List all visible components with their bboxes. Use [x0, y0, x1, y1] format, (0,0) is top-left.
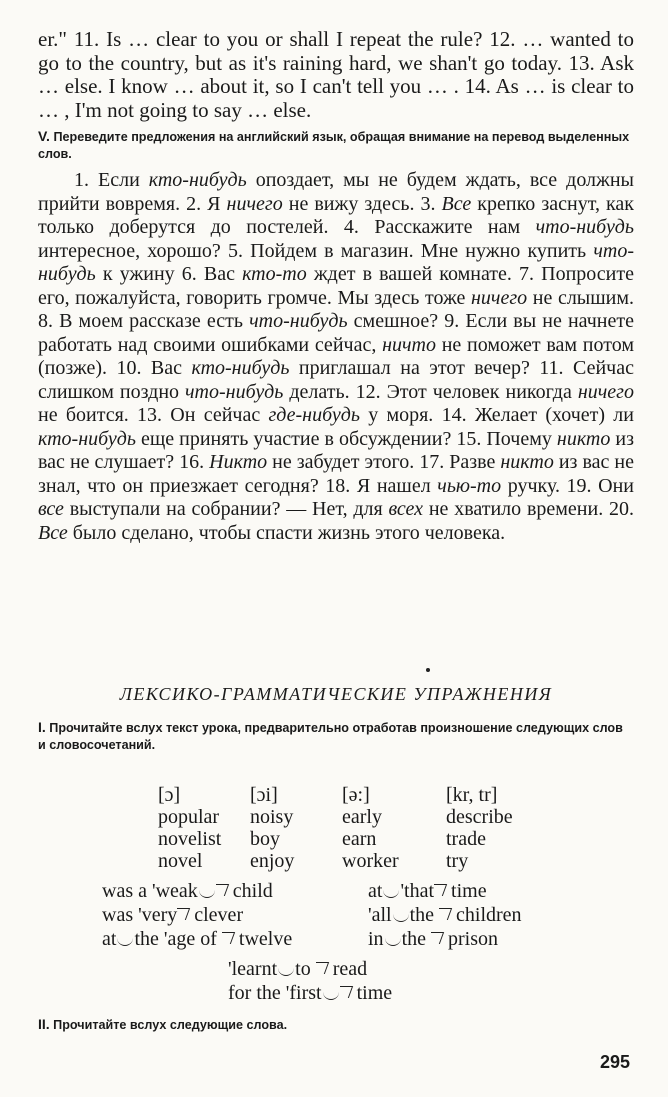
- highlighted-word: что-нибудь: [185, 380, 284, 403]
- task-5-text: [38, 169, 634, 545]
- phonetics-column: [158, 784, 221, 872]
- text-segment: ждет в вашей комнате. 7. Попросите его, пожалуйста, говорить громче. Мы здесь тоже: [38, 263, 634, 309]
- phrase-word: read: [332, 958, 368, 980]
- phrase-word: child: [232, 880, 273, 902]
- text-segment: еще принять участие в обсуждении? 15. Почему: [135, 427, 557, 450]
- highlighted-word: никто: [500, 451, 554, 473]
- falling-tone-mark: [316, 961, 332, 975]
- highlighted-word: ничего: [577, 380, 634, 403]
- section-block: [38, 684, 634, 754]
- highlighted-word: кто-то: [242, 263, 307, 285]
- phrase-word: at: [102, 928, 117, 950]
- linking-mark: [117, 937, 133, 946]
- phonetic-symbol: [ɔi]: [250, 784, 278, 806]
- phrase-word: 'all: [368, 904, 392, 926]
- text-segment: у моря. 14. Желает (хочет) ли: [359, 404, 634, 426]
- task-1-number: I.: [38, 719, 46, 735]
- falling-tone-mark: [434, 883, 450, 897]
- intonation-phrase: [368, 880, 487, 903]
- phonetic-word: novel: [158, 850, 203, 872]
- text-segment: выступали на собрании? — Нет, для: [63, 498, 389, 520]
- task-2-heading-text: Прочитайте вслух следующие слова.: [53, 1018, 288, 1032]
- highlighted-word: что-нибудь: [535, 216, 634, 238]
- phonetic-word: enjoy: [250, 850, 295, 872]
- highlighted-word: что-нибудь: [249, 310, 348, 332]
- phrase-word: twelve: [238, 928, 293, 950]
- text-segment: не слышим. 8. В моем рассказе есть: [38, 286, 634, 332]
- phonetic-symbol: [ɔ]: [158, 784, 181, 806]
- phrase-word: at: [368, 880, 383, 902]
- task-1-heading-text: Прочитайте вслух текст урока, предварительно отработав произношение следующих слов и словосочетаний.: [38, 721, 623, 752]
- phonetics-column: [446, 784, 513, 872]
- phonetic-symbol: [ə:]: [342, 784, 370, 806]
- highlighted-word: где-нибудь: [268, 404, 360, 426]
- text-segment: крепко заснут, как только доберутся до постелей. 4. Расскажите нам: [38, 192, 634, 238]
- highlighted-word: ничего: [471, 286, 528, 309]
- phrase-word: in: [368, 928, 384, 950]
- highlighted-word: Все: [441, 192, 472, 215]
- intonation-phrase: [368, 904, 522, 927]
- phonetics-column: [250, 784, 294, 872]
- phrase-word: 'age of: [163, 928, 222, 950]
- phrase-word: 'very: [138, 904, 178, 926]
- intonation-phrase: [102, 904, 243, 927]
- task-2-heading: [38, 1016, 287, 1034]
- falling-tone-mark: [431, 931, 447, 945]
- phonetic-word: early: [342, 806, 382, 828]
- highlighted-word: всех: [388, 498, 424, 520]
- text-segment: из вас не знал, что он приезжает сегодня? 18. Я нашел: [38, 451, 634, 497]
- phrase-word: the: [409, 904, 440, 926]
- phrase-word: 'first: [285, 982, 322, 1004]
- intonation-phrase: [368, 928, 498, 951]
- highlighted-word: все: [38, 498, 64, 520]
- text-segment: опоздает, мы не будем ждать, все должны прийти вовремя. 2. Я: [38, 169, 634, 215]
- text-segment: интересное, хорошо? 5. Пойдем в магазин. Мне нужно купить: [38, 239, 594, 262]
- highlighted-word: Все: [38, 521, 68, 544]
- highlighted-word: кто-нибудь: [191, 357, 290, 379]
- highlighted-word: Никто: [209, 451, 268, 473]
- task-2-number: II.: [38, 1016, 50, 1032]
- phonetic-word: trade: [446, 828, 486, 850]
- highlighted-word: кто-нибудь: [148, 169, 247, 191]
- phonetic-word: worker: [342, 850, 399, 872]
- linking-mark: [323, 991, 339, 1000]
- highlighted-word: никто: [556, 427, 611, 450]
- intonation-phrase: [102, 880, 273, 903]
- phonetic-word: earn: [342, 828, 377, 850]
- phonetics-column: [342, 784, 399, 872]
- phrase-word: the: [401, 928, 431, 950]
- phrase-word: the: [134, 928, 164, 950]
- phrase-word: 'weak: [151, 880, 198, 902]
- text-segment: ручку. 19. Они: [501, 474, 635, 497]
- phonetic-word: novelist: [158, 828, 222, 850]
- phonetic-word: popular: [158, 806, 220, 828]
- text-segment: 1. Если: [74, 169, 149, 191]
- phrase-word: was a: [102, 880, 152, 902]
- decorative-dot: [426, 668, 430, 672]
- page-number: 295: [599, 1052, 630, 1072]
- text-segment: не поможет вам потом (позже). 10. Вас: [38, 333, 634, 379]
- falling-tone-mark: [177, 907, 193, 921]
- linking-mark: [385, 937, 401, 946]
- phrase-word: 'that: [400, 880, 435, 902]
- section-title: ЛЕКСИКО-ГРАММАТИЧЕСКИЕ УПРАЖНЕНИЯ: [119, 684, 553, 704]
- linking-mark: [393, 913, 409, 922]
- text-segment: приглашал на этот вечер? 11. Сейчас слишком поздно: [38, 357, 634, 403]
- phrase-word: to: [295, 958, 316, 980]
- phrase-word: time: [356, 982, 393, 1004]
- falling-tone-mark: [340, 985, 356, 999]
- intonation-phrase: [228, 982, 392, 1005]
- phonetic-word: boy: [250, 828, 280, 850]
- phrase-word: 'learnt: [228, 958, 278, 980]
- top-paragraph: er." 11. Is … clear to you or shall I repeat the rule? 12. … wanted to go to the country, but as it's raining hard, we shan't go today. 13. Ask … else. I know … about it, so I can't tell you … . 14. As … is clear to … , I'm not going to say … else.: [38, 27, 634, 122]
- phonetic-word: try: [446, 850, 469, 872]
- phonetic-symbol: [kr, tr]: [446, 784, 498, 806]
- phrase-word: clever: [194, 904, 244, 926]
- text-segment: не вижу здесь. 3.: [282, 192, 442, 215]
- highlighted-word: ничего: [226, 192, 283, 215]
- falling-tone-mark: [439, 907, 455, 921]
- phrase-word: for the: [228, 982, 286, 1004]
- highlighted-word: ничто: [382, 333, 436, 356]
- phrase-word: time: [451, 880, 487, 902]
- intonation-phrase: [228, 958, 367, 981]
- task-5-number: V.: [38, 128, 50, 144]
- text-segment: было сделано, чтобы спасти жизнь этого человека.: [67, 521, 506, 544]
- highlighted-word: что-нибудь: [38, 239, 634, 285]
- task-5-heading-text: Переведите предложения на английский язык, обращая внимание на перевод выделенных слов.: [38, 130, 630, 161]
- text-segment: из вас не слушает? 16.: [38, 427, 634, 473]
- falling-tone-mark: [216, 883, 232, 897]
- phrase-word: prison: [448, 928, 498, 950]
- linking-mark: [383, 889, 399, 898]
- intonation-phrase: [102, 928, 292, 951]
- highlighted-word: чью-то: [437, 474, 502, 497]
- page: [38, 28, 634, 545]
- task-5-heading: [38, 128, 634, 163]
- falling-tone-mark: [222, 931, 238, 945]
- linking-mark: [199, 889, 215, 898]
- linking-mark: [278, 967, 294, 976]
- text-segment: делать. 12. Этот человек никогда: [283, 380, 578, 403]
- task-1-heading: [38, 719, 634, 754]
- phonetic-word: describe: [446, 806, 513, 828]
- phonetic-word: noisy: [250, 806, 294, 828]
- task-2-block: [38, 1016, 287, 1034]
- text-segment: смешное? 9. Если вы не начнете работать над своими ошибками сейчас,: [38, 310, 634, 356]
- text-segment: не забудет этого. 17. Разве: [267, 451, 501, 473]
- text-segment: не боится. 13. Он сейчас: [38, 404, 269, 426]
- text-segment: к ужину 6. Вас: [95, 263, 243, 285]
- phrase-word: was: [102, 904, 139, 926]
- text-segment: не хватило времени. 20.: [423, 498, 634, 520]
- highlighted-word: кто-нибудь: [38, 427, 136, 450]
- phrase-word: children: [456, 904, 522, 926]
